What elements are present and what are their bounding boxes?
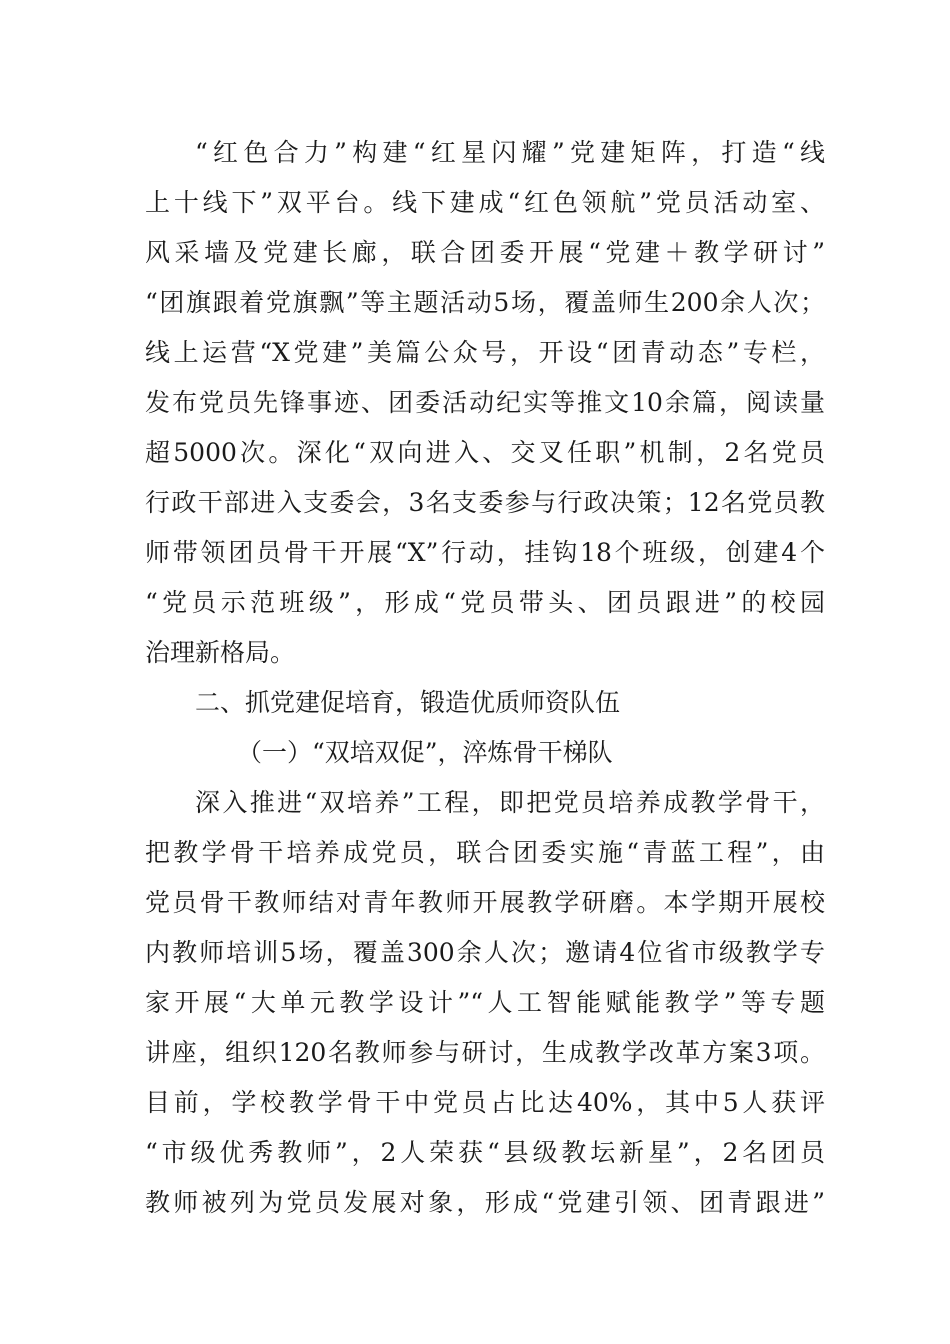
paragraph-line: 治理新格局。 [145,638,296,667]
paragraph-line: “红色合力”构建“红星闪耀”党建矩阵，打造“线 [195,138,825,167]
paragraph-line: 发布党员先锋事迹、团委活动纪实等推文10余篇，阅读量 [145,388,825,417]
paragraph-line: 党员骨干教师结对青年教师开展教学研磨。本学期开展校 [145,888,825,917]
paragraph-line: 家开展“大单元教学设计”“人工智能赋能教学”等专题 [145,988,825,1017]
paragraph-line: 风采墙及党建长廊，联合团委开展“党建＋教学研讨” [145,238,825,267]
paragraph-line: 把教学骨干培养成党员，联合团委实施“青蓝工程”，由 [145,838,825,867]
paragraph-line: “党员示范班级”，形成“党员带头、团员跟进”的校园 [145,588,825,617]
paragraph-line: 线上运营“X党建”美篇公众号，开设“团青动态”专栏， [145,338,825,367]
subsection-heading: （一）“双培双促”，淬炼骨干梯队 [237,738,613,767]
paragraph-line: “市级优秀教师”，2人荣获“县级教坛新星”，2名团员 [145,1138,825,1167]
paragraph-line: 超5000次。深化“双向进入、交叉任职”机制，2名党员 [145,438,825,467]
paragraph-line: 行政干部进入支委会，3名支委参与行政决策；12名党员教 [145,488,825,517]
paragraph-line: 师带领团员骨干开展“X”行动，挂钩18个班级，创建4个 [145,538,825,567]
paragraph-line: 内教师培训5场，覆盖300余人次；邀请4位省市级教学专 [145,938,825,967]
paragraph-line: 深入推进“双培养”工程，即把党员培养成教学骨干， [195,788,825,817]
section-heading: 二、抓党建促培育，锻造优质师资队伍 [195,688,621,717]
paragraph-line: “团旗跟着党旗飘”等主题活动5场，覆盖师生200余人次； [145,288,825,317]
paragraph-line: 目前，学校教学骨干中党员占比达40%，其中5人获评 [145,1088,825,1117]
paragraph-line: 上十线下”双平台。线下建成“红色领航”党员活动室、 [145,188,825,217]
paragraph-line: 教师被列为党员发展对象，形成“党建引领、团青跟进” [145,1188,825,1217]
paragraph-line: 讲座，组织120名教师参与研讨，生成教学改革方案3项。 [145,1038,825,1067]
